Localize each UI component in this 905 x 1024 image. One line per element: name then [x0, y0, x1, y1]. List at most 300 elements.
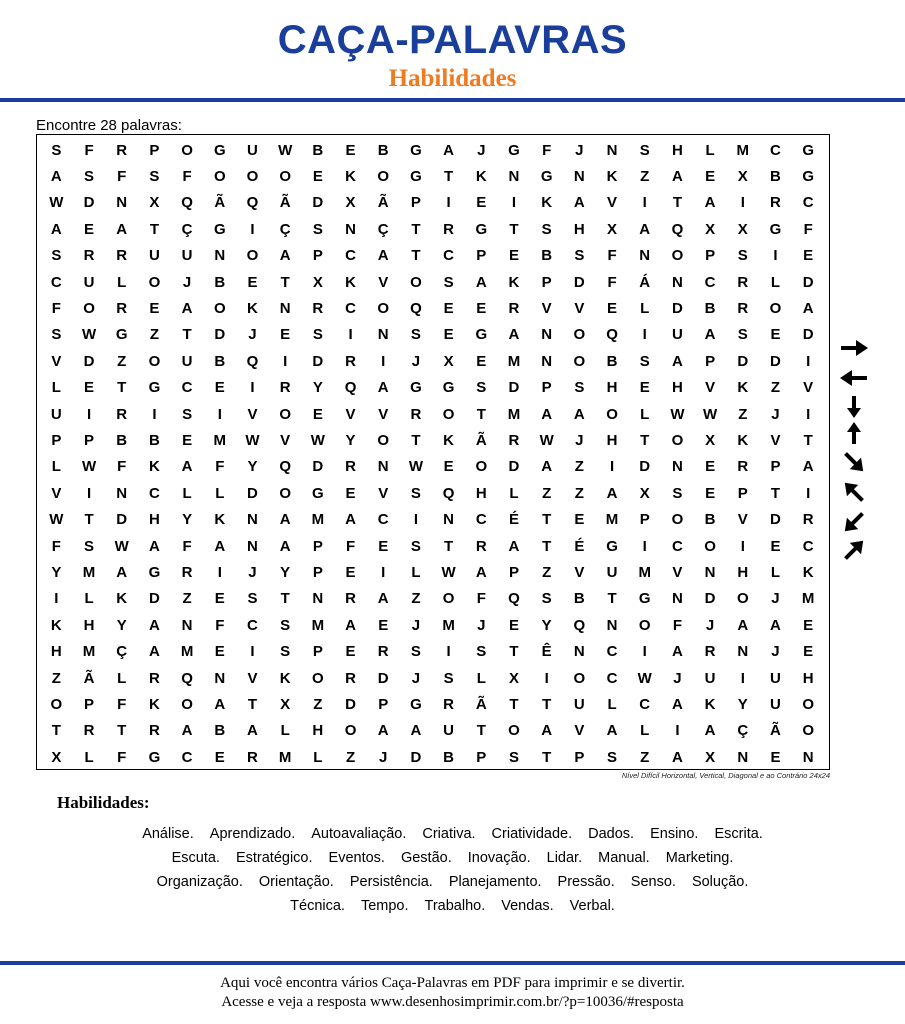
grid-cell: P	[410, 194, 421, 212]
grid-cell: O	[279, 168, 291, 186]
grid-cell: V	[378, 484, 389, 502]
grid-cell: O	[344, 722, 357, 740]
grid-cell: L	[476, 669, 486, 687]
grid-cell: F	[215, 458, 225, 476]
grid-cell: O	[508, 722, 520, 740]
grid-cell: N	[214, 669, 226, 687]
grid-cell: E	[705, 458, 716, 476]
word-list-item: Marketing.	[665, 850, 734, 866]
arrow-down-left-icon	[838, 510, 870, 534]
grid-cell: E	[345, 643, 356, 661]
grid-cell: O	[83, 300, 95, 318]
arrow-down-icon	[838, 394, 870, 418]
grid-cell: P	[541, 273, 552, 291]
grid-cell: P	[312, 563, 323, 581]
word-list-item: Trabalho.	[424, 898, 486, 914]
grid-cell: N	[214, 247, 226, 265]
grid-cell: S	[737, 247, 748, 265]
grid-cell: A	[50, 168, 62, 186]
grid-cell: S	[443, 669, 454, 687]
grid-cell: D	[247, 484, 258, 502]
grid-cell: T	[84, 511, 94, 529]
grid-cell: A	[181, 722, 193, 740]
grid-cell: K	[279, 669, 291, 687]
grid-cell: G	[148, 563, 161, 581]
difficulty-note: Nível Difícil Horizontal, Vertical, Diagonal e ao Contrário 24x24	[621, 771, 830, 780]
grid-cell: A	[541, 458, 553, 476]
grid-cell: N	[541, 326, 553, 344]
grid-cell: E	[214, 748, 225, 766]
grid-cell: N	[508, 168, 520, 186]
grid-cell: I	[806, 405, 811, 423]
grid-cell: V	[803, 379, 814, 397]
grid-cell: I	[609, 458, 615, 476]
grid-cell: S	[508, 748, 519, 766]
grid-cell: N	[312, 590, 324, 608]
grid-cell: S	[149, 168, 160, 186]
grid-cell: T	[280, 590, 290, 608]
grid-cell: R	[181, 563, 193, 581]
grid-cell: S	[476, 643, 487, 661]
grid-cell: C	[181, 379, 193, 397]
word-list-item: Organização.	[156, 874, 243, 890]
grid-cell: A	[704, 194, 716, 212]
grid-cell: R	[704, 643, 716, 661]
grid-cell: U	[704, 669, 716, 687]
grid-cell: A	[671, 168, 683, 186]
grid-cell: U	[671, 326, 683, 344]
word-list-item: Inovação.	[467, 850, 531, 866]
grid-cell: A	[475, 273, 487, 291]
grid-cell: E	[280, 326, 291, 344]
grid-cell: Y	[541, 616, 552, 634]
grid-cell: B	[148, 431, 160, 449]
grid-cell: O	[181, 695, 193, 713]
grid-cell: T	[509, 643, 519, 661]
grid-cell: W	[81, 326, 97, 344]
word-search-frame	[36, 134, 830, 770]
grid-cell: Ç	[116, 643, 128, 661]
grid-cell: K	[802, 563, 814, 581]
word-list-item: Técnica.	[290, 898, 345, 914]
grid-cell: I	[54, 590, 59, 608]
grid-cell: C	[181, 748, 193, 766]
grid-cell: S	[280, 616, 291, 634]
grid-cell: D	[671, 300, 683, 318]
grid-cell: K	[606, 168, 618, 186]
grid-cell: B	[214, 352, 226, 370]
grid-cell: R	[737, 458, 749, 476]
grid-cell: I	[217, 563, 222, 581]
grid-cell: A	[802, 300, 814, 318]
grid-cell: S	[737, 326, 748, 344]
grid-cell: U	[247, 141, 258, 159]
arrow-up-left-icon	[838, 480, 870, 504]
grid-cell: J	[248, 326, 257, 344]
grid-cell: J	[379, 748, 388, 766]
grid-cell: G	[508, 141, 520, 159]
grid-cell: R	[345, 458, 356, 476]
grid-cell: P	[312, 643, 323, 661]
grid-cell: L	[770, 563, 781, 581]
grid-cell: A	[671, 748, 683, 766]
grid-cell: Z	[640, 748, 650, 766]
grid-cell: A	[148, 616, 160, 634]
grid-cell: D	[148, 590, 160, 608]
grid-cell: U	[50, 405, 62, 423]
grid-cell: E	[84, 379, 95, 397]
grid-cell: F	[117, 695, 127, 713]
grid-cell: L	[607, 695, 617, 713]
grid-cell: Z	[149, 326, 159, 344]
grid-cell: T	[247, 695, 258, 713]
grid-cell: F	[607, 247, 617, 265]
grid-cell: A	[573, 405, 585, 423]
grid-cell: Z	[182, 590, 192, 608]
grid-cell: M	[278, 748, 292, 766]
grid-cell: T	[411, 220, 421, 238]
grid-cell: D	[345, 695, 356, 713]
grid-cell: A	[214, 537, 226, 555]
grid-cell: J	[411, 352, 421, 370]
word-list-item: Aprendizado.	[209, 826, 296, 842]
grid-cell: P	[51, 431, 62, 449]
grid-cell: P	[705, 352, 716, 370]
grid-cell: P	[476, 247, 487, 265]
grid-cell: R	[83, 247, 95, 265]
grid-cell: Ç	[181, 220, 193, 238]
direction-legend	[838, 336, 874, 568]
grid-cell: Ã	[279, 194, 291, 212]
grid-cell: W	[539, 431, 554, 449]
grid-cell: E	[345, 563, 356, 581]
grid-cell: W	[49, 511, 64, 529]
grid-cell: S	[51, 247, 62, 265]
grid-cell: H	[606, 379, 618, 397]
grid-cell: T	[542, 695, 552, 713]
grid-cell: O	[573, 669, 586, 687]
word-list-item: Planejamento.	[448, 874, 542, 890]
grid-cell: V	[378, 273, 389, 291]
grid-cell: G	[312, 484, 324, 502]
word-list-item: Criatividade.	[491, 826, 573, 842]
grid-cell: L	[705, 141, 715, 159]
grid-cell: I	[806, 352, 811, 370]
top-divider	[0, 98, 905, 102]
grid-cell: L	[640, 405, 650, 423]
word-list-item: Autoavaliação.	[311, 826, 407, 842]
grid-cell: Q	[246, 194, 259, 212]
grid-cell: O	[181, 141, 193, 159]
grid-cell: O	[410, 273, 422, 291]
grid-cell: T	[117, 722, 127, 740]
grid-cell: R	[279, 379, 291, 397]
grid-cell: N	[573, 168, 585, 186]
grid-cell: E	[803, 643, 814, 661]
grid-cell: G	[115, 326, 128, 344]
arrow-down-right-icon	[838, 450, 870, 474]
grid-cell: N	[541, 352, 553, 370]
grid-cell: T	[770, 484, 781, 502]
grid-cell: E	[705, 484, 716, 502]
grid-cell: B	[770, 168, 781, 186]
grid-cell: E	[770, 748, 781, 766]
grid-cell: K	[508, 273, 520, 291]
grid-cell: M	[507, 405, 521, 423]
grid-cell: L	[117, 669, 127, 687]
grid-cell: D	[639, 458, 651, 476]
grid-cell: C	[345, 247, 356, 265]
word-list-line	[0, 822, 905, 846]
grid-cell: Z	[738, 405, 748, 423]
grid-cell: C	[247, 616, 258, 634]
word-list-item: Gestão.	[400, 850, 452, 866]
grid-cell: O	[148, 352, 161, 370]
grid-cell: I	[675, 722, 680, 740]
grid-cell: I	[250, 643, 255, 661]
grid-cell: S	[443, 273, 454, 291]
grid-cell: P	[476, 748, 487, 766]
grid-cell: H	[671, 379, 683, 397]
grid-cell: C	[475, 511, 487, 529]
grid-cell: E	[803, 616, 814, 634]
word-list-item: Escrita.	[714, 826, 763, 842]
grid-cell: U	[606, 563, 618, 581]
grid-cell: Y	[280, 563, 291, 581]
grid-cell: Ã	[377, 194, 389, 212]
grid-cell: Ç	[279, 220, 291, 238]
grid-cell: I	[217, 405, 222, 423]
grid-cell: L	[51, 379, 61, 397]
grid-cell: Z	[770, 379, 781, 397]
grid-cell: Z	[411, 590, 421, 608]
grid-cell: I	[283, 352, 288, 370]
grid-cell: F	[607, 273, 617, 291]
grid-cell: S	[312, 220, 323, 238]
grid-cell: V	[247, 405, 258, 423]
grid-cell: A	[377, 722, 389, 740]
grid-cell: Z	[345, 748, 356, 766]
grid-cell: J	[771, 590, 780, 608]
grid-cell: A	[181, 300, 193, 318]
footer-line-1: Aqui você encontra vários Caça-Palavras em PDF para imprimir e se divertir.	[220, 975, 685, 991]
grid-cell: H	[50, 643, 62, 661]
grid-cell: G	[802, 141, 814, 159]
grid-cell: J	[705, 616, 715, 634]
grid-cell: I	[740, 194, 745, 212]
grid-cell: V	[51, 352, 62, 370]
grid-cell: I	[740, 669, 745, 687]
grid-cell: S	[51, 141, 62, 159]
grid-cell: H	[475, 484, 487, 502]
grid-cell: R	[116, 247, 128, 265]
grid-cell: U	[83, 273, 95, 291]
grid-cell: Y	[247, 458, 258, 476]
grid-cell: H	[312, 722, 324, 740]
grid-cell: H	[737, 563, 749, 581]
grid-cell: Q	[508, 590, 520, 608]
grid-cell: C	[50, 273, 62, 291]
grid-cell: R	[443, 220, 455, 238]
grid-cell: L	[280, 722, 290, 740]
grid-cell: K	[50, 616, 62, 634]
grid-cell: O	[671, 247, 684, 265]
grid-cell: B	[214, 722, 226, 740]
grid-cell: Q	[671, 220, 684, 238]
grid-cell: W	[310, 431, 325, 449]
grid-cell: P	[312, 537, 323, 555]
grid-cell: V	[51, 484, 62, 502]
grid-cell: D	[508, 379, 520, 397]
grid-cell: D	[737, 352, 749, 370]
grid-cell: O	[148, 273, 161, 291]
grid-cell: X	[443, 352, 454, 370]
grid-cell: A	[737, 616, 749, 634]
grid-cell: P	[770, 458, 781, 476]
grid-cell: R	[508, 431, 520, 449]
grid-cell: N	[377, 458, 389, 476]
grid-cell: S	[410, 537, 421, 555]
grid-cell: A	[443, 141, 455, 159]
grid-cell: H	[83, 616, 95, 634]
grid-cell: H	[606, 431, 618, 449]
grid-cell: R	[345, 590, 356, 608]
grid-cell: W	[114, 537, 129, 555]
grid-cell: A	[181, 458, 193, 476]
grid-cell: N	[606, 141, 618, 159]
grid-cell: O	[802, 695, 814, 713]
grid-cell: P	[84, 431, 95, 449]
grid-cell: V	[247, 669, 258, 687]
grid-cell: D	[802, 326, 814, 344]
grid-cell: O	[279, 484, 291, 502]
grid-cell: R	[116, 141, 128, 159]
grid-cell: R	[312, 300, 324, 318]
grid-cell: L	[84, 590, 94, 608]
grid-cell: O	[50, 695, 63, 713]
grid-cell: C	[606, 643, 618, 661]
grid-cell: G	[148, 379, 161, 397]
grid-cell: E	[508, 616, 519, 634]
grid-cell: B	[606, 352, 618, 370]
grid-cell: E	[443, 300, 454, 318]
grid-cell: A	[541, 722, 553, 740]
grid-cell: B	[214, 273, 226, 291]
arrow-left-icon	[838, 366, 870, 390]
grid-cell: A	[704, 326, 716, 344]
grid-cell: N	[671, 590, 683, 608]
grid-cell: Ç	[737, 722, 749, 740]
grid-cell: N	[606, 616, 618, 634]
grid-cell: A	[214, 695, 226, 713]
grid-cell: O	[279, 405, 291, 423]
grid-cell: M	[82, 563, 96, 581]
grid-cell: R	[770, 194, 781, 212]
grid-cell: U	[573, 695, 585, 713]
grid-cell: F	[215, 616, 225, 634]
grid-cell: G	[475, 326, 488, 344]
word-list-item: Manual.	[598, 850, 650, 866]
grid-cell: N	[443, 511, 455, 529]
grid-cell: L	[51, 458, 61, 476]
grid-cell: E	[378, 616, 389, 634]
grid-cell: N	[377, 326, 389, 344]
grid-cell: N	[279, 300, 291, 318]
word-list-item: Análise.	[142, 826, 194, 842]
grid-cell: I	[152, 405, 157, 423]
grid-cell: O	[442, 590, 455, 608]
grid-cell: P	[541, 379, 552, 397]
grid-cell: S	[84, 168, 95, 186]
grid-cell: L	[640, 722, 650, 740]
grid-cell: J	[248, 563, 257, 581]
grid-cell: E	[312, 168, 323, 186]
grid-cell: O	[475, 458, 488, 476]
grid-cell: X	[280, 695, 291, 713]
grid-cell: E	[84, 220, 95, 238]
grid-cell: D	[508, 458, 520, 476]
grid-cell: P	[149, 141, 160, 159]
grid-cell: T	[509, 695, 519, 713]
grid-cell: F	[345, 537, 356, 555]
grid-cell: K	[443, 431, 455, 449]
grid-cell: L	[411, 563, 421, 581]
grid-cell: I	[86, 484, 92, 502]
grid-cell: W	[81, 458, 97, 476]
word-list-item: Vendas.	[501, 898, 554, 914]
grid-cell: G	[410, 379, 422, 397]
grid-cell: J	[411, 669, 421, 687]
grid-cell: Y	[182, 511, 193, 529]
word-list-line	[0, 846, 905, 870]
grid-cell: G	[410, 168, 422, 186]
grid-cell: I	[446, 643, 451, 661]
grid-cell: D	[83, 352, 95, 370]
grid-cell: R	[475, 537, 487, 555]
grid-cell: P	[378, 695, 389, 713]
grid-cell: J	[771, 643, 780, 661]
grid-cell: Z	[640, 168, 650, 186]
grid-cell: X	[508, 669, 519, 687]
grid-cell: Ã	[475, 695, 487, 713]
grid-cell: H	[802, 669, 814, 687]
arrow-up-icon	[838, 422, 870, 446]
grid-cell: Z	[574, 484, 584, 502]
grid-cell: O	[573, 326, 586, 344]
word-list	[0, 822, 905, 918]
grid-cell: B	[573, 590, 585, 608]
grid-cell: E	[803, 247, 814, 265]
grid-cell: Ã	[214, 194, 226, 212]
grid-cell: B	[443, 748, 455, 766]
grid-cell: R	[410, 405, 422, 423]
grid-cell: Z	[542, 563, 552, 581]
grid-cell: M	[638, 563, 651, 581]
grid-cell: J	[771, 405, 780, 423]
grid-cell: L	[313, 748, 323, 766]
grid-cell: R	[83, 722, 95, 740]
grid-cell: V	[737, 511, 748, 529]
grid-cell: E	[378, 537, 389, 555]
grid-cell: E	[214, 643, 225, 661]
grid-cell: E	[443, 458, 454, 476]
grid-cell: M	[605, 511, 619, 529]
grid-cell: O	[442, 405, 455, 423]
grid-cell: T	[444, 537, 454, 555]
grid-cell: I	[86, 405, 92, 423]
grid-cell: A	[345, 511, 356, 529]
grid-cell: I	[642, 643, 647, 661]
